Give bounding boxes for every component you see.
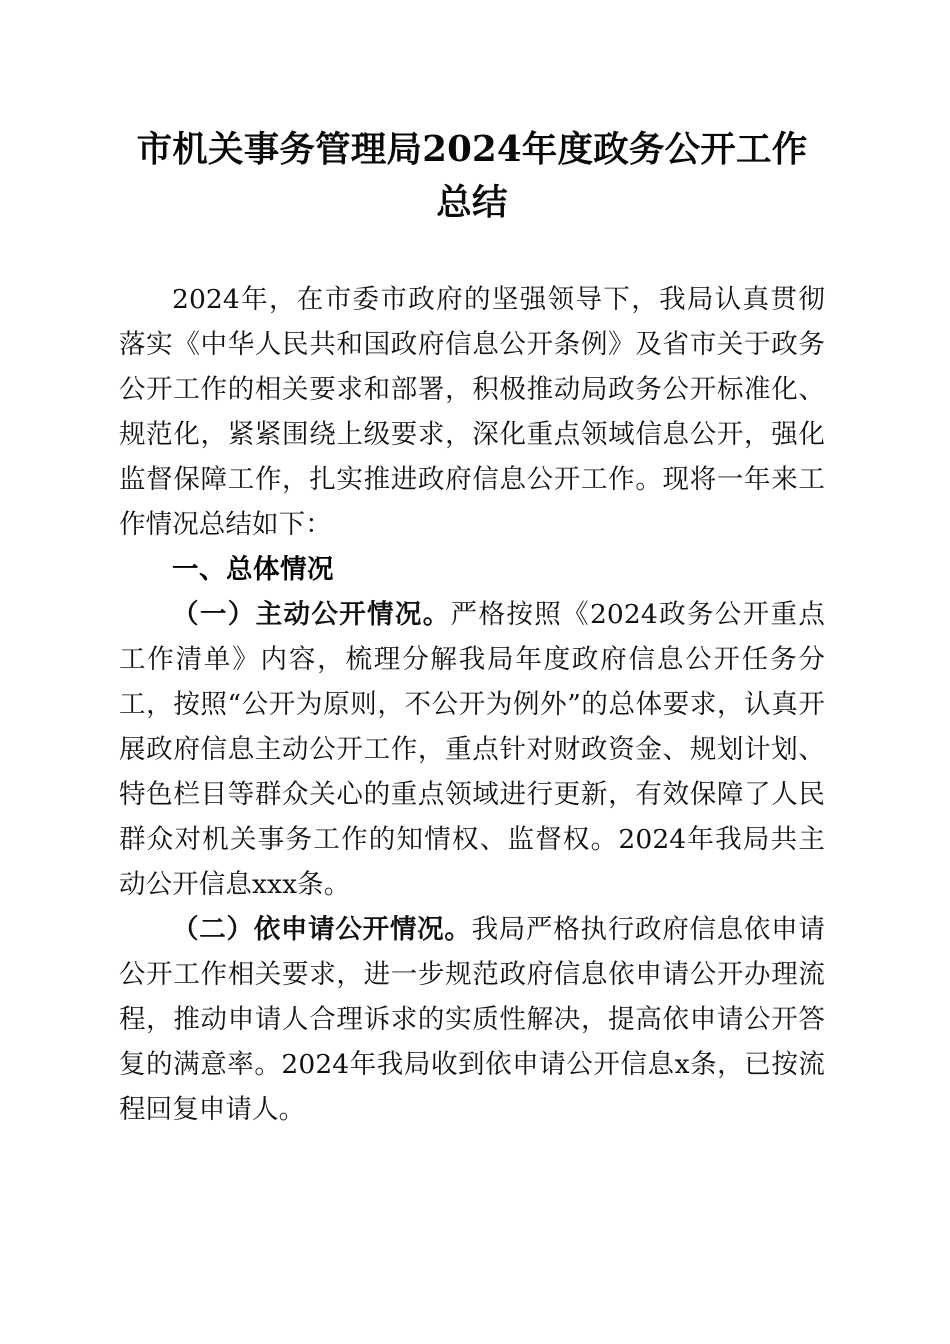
item-one-lead: （一）主动公开情况。 bbox=[172, 599, 451, 630]
paragraph-item-one bbox=[119, 592, 825, 907]
page-title: 市机关事务管理局2024年度政务公开工作总结 bbox=[136, 129, 808, 223]
section-heading-overall-situation: 一、总体情况 bbox=[172, 554, 334, 585]
paragraph-item-two bbox=[119, 907, 825, 1132]
item-two-text: 我局严格执行政府信息依申请公开工作相关要求，进一步规范政府信息依申请公开办理流程，推动申请人合理诉求的实质性解决，提高依申请公开答复的满意率。2024年我局收到依申请公开信息x条，已按流程回复申请人。 bbox=[119, 914, 825, 1125]
document-content bbox=[119, 0, 825, 1132]
item-two-lead: （二）依申请公开情况。 bbox=[172, 914, 472, 945]
item-one-text: 严格按照《2024政务公开重点工作清单》内容，梳理分解我局年度政府信息公开任务分工，按照“公开为原则，不公开为例外”的总体要求，认真开展政府信息主动公开工作，重点针对财政资金、规划计划、特色栏目等群众关心的重点领域进行更新，有效保障了人民群众对机关事务工作的知情权、监督权。2024年我局共主动公开信息xxx条。 bbox=[119, 599, 826, 900]
intro-paragraph: 2024年，在市委市政府的坚强领导下，我局认真贯彻落实《中华人民共和国政府信息公开条例》及省市关于政务公开工作的相关要求和部署，积极推动局政务公开标准化、规范化，紧紧围绕上级要求，深化重点领域信息公开，强化监督保障工作，扎实推进政府信息公开工作。现将一年来工作情况总结如下： bbox=[119, 284, 825, 540]
